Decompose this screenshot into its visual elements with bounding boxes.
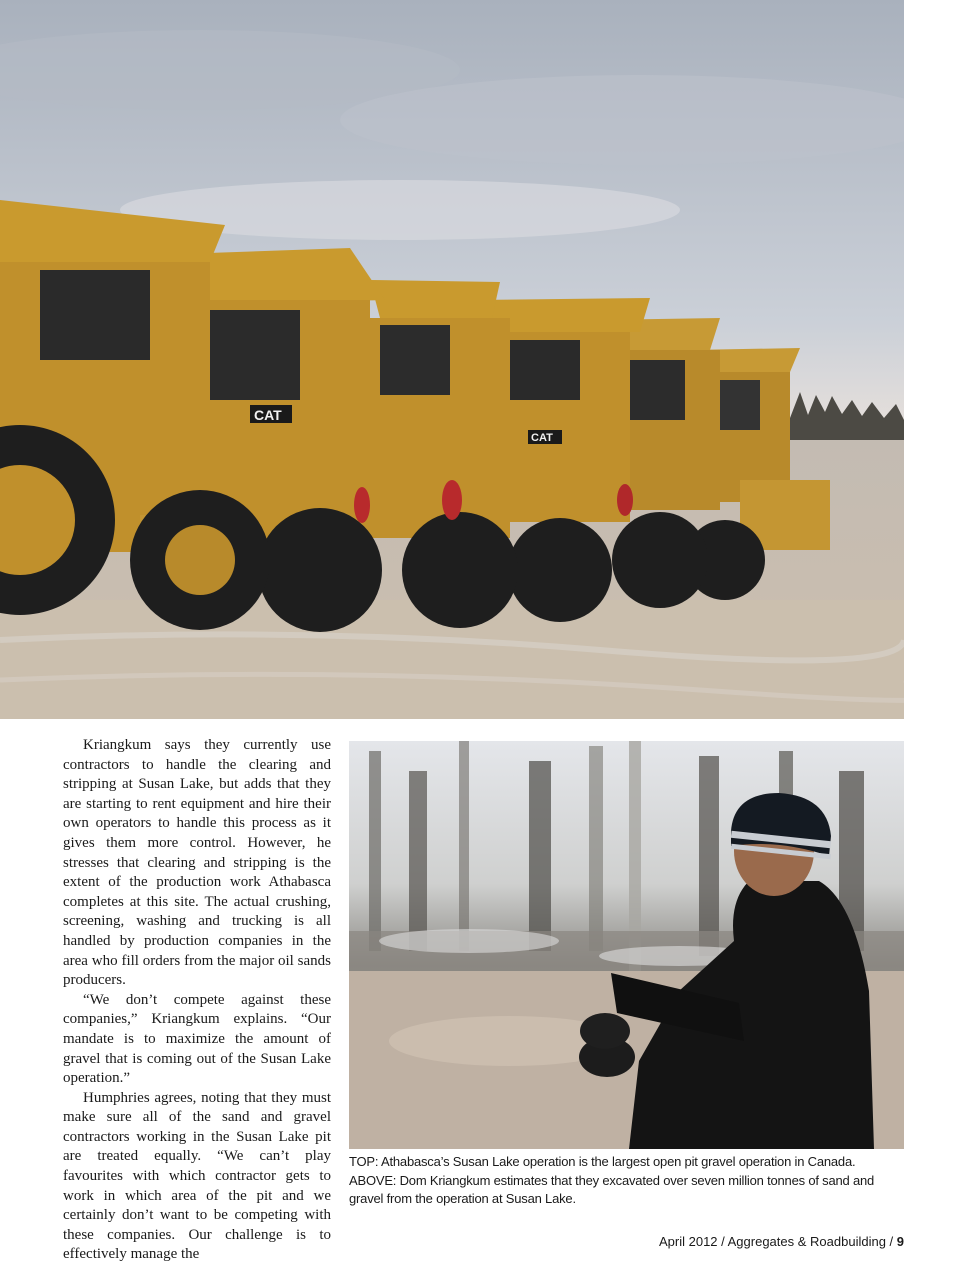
body-paragraph-3: Humphries agrees, noting that they must make sure all of the sand and gravel contractors working in the Susan Lake pit are treated equally. “We can’t play favourites with which contractor gets to work in which area of the pit and we certainly don’t want to be competing with these companies. Our challenge is to effectively manage the — [63, 1089, 331, 1263]
page-number: 9 — [896, 1234, 904, 1249]
photo-caption — [349, 1153, 909, 1209]
svg-text:CAT: CAT — [254, 407, 282, 423]
svg-text:CAT: CAT — [531, 432, 553, 444]
body-paragraph-1: Kriangkum says they currently use contractors to handle the clearing and stripping at Susan Lake, but adds that they are starting to rent equipment and hire their own operators to handle this process as it gives them more control. However, he stresses that clearing and stripping is the extent of the production work Athabasca completes at this site. The actual crushing, screening, washing and trucking is all handled by production companies in the area who fill orders from the major oil sands producers. — [63, 737, 331, 989]
footer-publication: April 2012 / Aggregates & Roadbuilding / — [658, 1234, 897, 1249]
body-paragraph-2: “We don’t compete against these companies,” Kriangkum explains. “Our mandate is to maximize the amount of gravel that is coming out of the Susan Lake operation.” — [63, 991, 331, 1087]
page-footer — [659, 1234, 904, 1249]
caption-above: ABOVE: Dom Kriangkum estimates that they excavated over seven million tonnes of sand and gravel from the operation at Susan Lake. — [349, 1172, 875, 1206]
article-body-column — [63, 736, 331, 1265]
caption-top: TOP: Athabasca’s Susan Lake operation is the largest open pit gravel operation in Canada. — [349, 1154, 856, 1169]
inset-photo-dom-kriangkum — [349, 741, 904, 1149]
